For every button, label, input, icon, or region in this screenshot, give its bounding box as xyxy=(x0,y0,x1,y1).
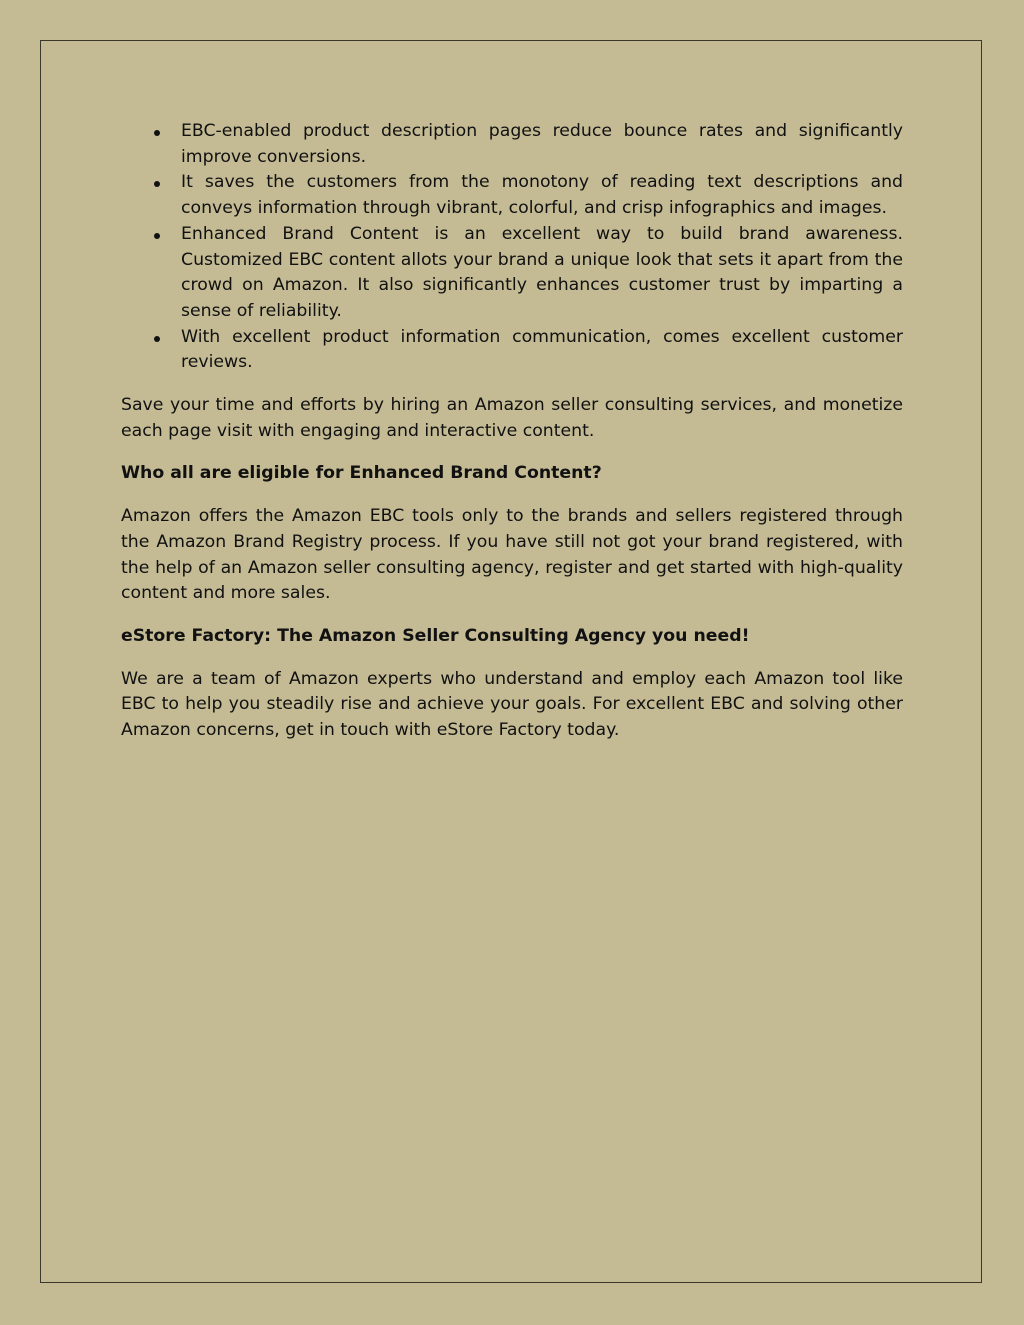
paragraph-estore-factory: We are a team of Amazon experts who understand and employ each Amazon tool like EBC to help you steadily rise and achieve your goals. For excellent EBC and solving other Amazon concerns, get in touch with eStore Factory today. xyxy=(121,668,903,741)
benefits-list xyxy=(121,119,903,376)
document-body xyxy=(121,119,903,744)
heading-eligibility: Who all are eligible for Enhanced Brand Content? xyxy=(121,463,602,484)
list-item-text: With excellent product information communication, comes excellent customer reviews. xyxy=(181,326,903,373)
list-item-text: EBC-enabled product description pages reduce bounce rates and significantly improve conversions. xyxy=(181,121,903,167)
bullet-icon xyxy=(154,233,160,239)
list-item xyxy=(121,325,903,376)
list-item xyxy=(121,170,903,221)
list-item xyxy=(121,222,903,325)
list-item-text: It saves the customers from the monotony of reading text descriptions and conveys information through vibrant, colorful, and crisp infographics and images. xyxy=(181,172,903,219)
bullet-icon xyxy=(154,336,160,342)
heading-estore-factory: eStore Factory: The Amazon Seller Consulting Agency you need! xyxy=(121,625,750,646)
bullet-icon xyxy=(154,181,160,187)
paragraph-save-time: Save your time and efforts by hiring an Amazon seller consulting services, and monetize each page visit with engaging and interactive content. xyxy=(121,395,903,441)
paragraph-eligibility: Amazon offers the Amazon EBC tools only to the brands and sellers registered through the Amazon Brand Registry process. If you have still not got your brand registered, with the help of an Amazon seller consulting agency, register and get started with high-quality content and more sales. xyxy=(121,506,903,604)
bullet-icon xyxy=(154,130,160,136)
list-item xyxy=(121,119,903,170)
list-item-text: Enhanced Brand Content is an excellent way to build brand awareness. Customized EBC content allots your brand a unique look that sets it apart from the crowd on Amazon. It also significantly enhances customer trust by imparting a sense of reliability. xyxy=(181,223,903,321)
